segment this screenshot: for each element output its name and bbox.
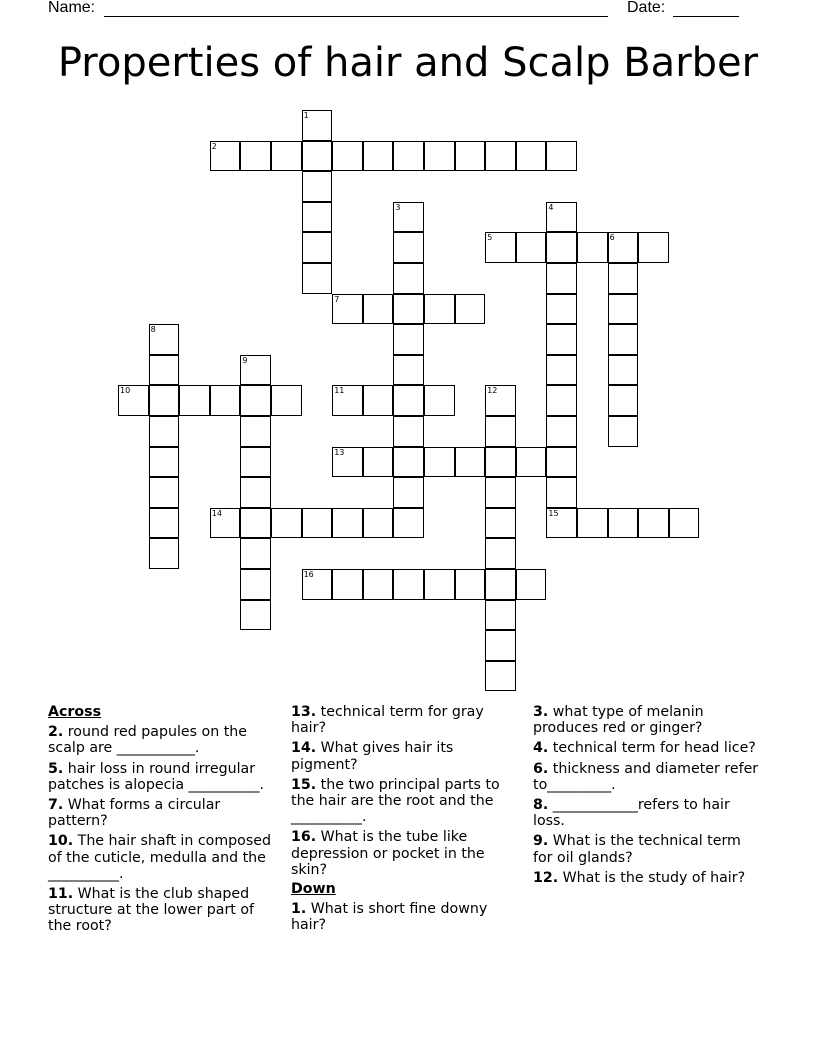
grid-cell[interactable] (546, 416, 577, 447)
grid-cell[interactable] (302, 569, 333, 600)
grid-cell[interactable] (210, 141, 241, 172)
clue-down-8: 8. ____________refers to hair loss. (533, 797, 730, 830)
grid-cell[interactable] (424, 294, 455, 325)
clue-across-5: 5. hair loss in round irregular patches is alopecia __________. (48, 760, 264, 793)
grid-cell[interactable] (608, 263, 639, 294)
date-label: Date: (627, 0, 666, 16)
grid-cell[interactable] (424, 569, 455, 600)
clue-number: 1 (303, 111, 309, 120)
grid-cell[interactable] (118, 385, 149, 416)
clue-number: 7 (334, 294, 340, 304)
grid-cell[interactable] (302, 171, 333, 202)
grid-cell[interactable] (485, 141, 516, 172)
grid-cell[interactable] (485, 661, 516, 692)
grid-cell[interactable] (240, 385, 271, 416)
clue-number: 13 (334, 447, 345, 457)
clue-number: 15 (548, 508, 559, 518)
clue-number: 8 (150, 325, 156, 335)
clue-number: 9 (242, 355, 248, 365)
clue-across-15: 15. the two principal parts to the hair are the root and the __________. (291, 776, 500, 826)
grid-cell[interactable] (210, 385, 241, 416)
grid-cell[interactable] (546, 202, 577, 233)
grid-cell[interactable] (149, 324, 180, 355)
grid-cell[interactable] (424, 385, 455, 416)
grid-cell[interactable] (455, 569, 486, 600)
grid-cell[interactable] (240, 538, 271, 569)
grid-cell[interactable] (393, 477, 424, 508)
clue-down-6: 6. thickness and diameter refer to_________. (533, 760, 759, 793)
clue-number: 4 (548, 202, 554, 212)
grid-cell[interactable] (302, 232, 333, 263)
grid-cell[interactable] (669, 508, 700, 539)
grid-cell[interactable] (516, 569, 547, 600)
clue-down-4: 4. technical term for head lice? (533, 740, 756, 757)
across-heading: Across (48, 704, 102, 720)
grid-cell[interactable] (485, 508, 516, 539)
grid-cell[interactable] (240, 508, 271, 539)
clue-across-13: 13. technical term for gray hair? (291, 704, 484, 737)
clue-across-11: 11. What is the club shaped structure at the lower part of the root? (48, 886, 255, 935)
clue-down-1: 1. What is short fine downy hair? (291, 901, 488, 934)
grid-cell[interactable] (393, 355, 424, 386)
grid-cell[interactable] (149, 508, 180, 539)
grid-cell[interactable] (608, 416, 639, 447)
grid-cell[interactable] (516, 141, 547, 172)
down-heading: Down (291, 881, 336, 898)
clue-number: 6 (609, 233, 615, 243)
grid-cell[interactable] (485, 569, 516, 600)
grid-cell[interactable] (240, 447, 271, 478)
grid-cell[interactable] (485, 600, 516, 631)
grid-cell[interactable] (546, 355, 577, 386)
grid-cell[interactable] (240, 569, 271, 600)
grid-cell[interactable] (546, 232, 577, 263)
clue-column-2 (291, 702, 521, 934)
grid-cell[interactable] (393, 447, 424, 478)
grid-cell[interactable] (240, 600, 271, 631)
grid-cell[interactable] (332, 569, 363, 600)
grid-cell[interactable] (393, 232, 424, 263)
grid-cell[interactable] (577, 508, 608, 539)
grid-cell[interactable] (302, 202, 333, 233)
clue-down-12: 12. What is the study of hair? (533, 869, 746, 886)
clue-number: 16 (303, 570, 314, 579)
grid-cell[interactable] (546, 141, 577, 172)
grid-cell[interactable] (179, 385, 210, 416)
grid-cell[interactable] (363, 294, 394, 325)
grid-cell[interactable] (332, 385, 363, 416)
grid-cell[interactable] (393, 385, 424, 416)
page-title: Properties of hair and Scalp Barber (57, 40, 759, 86)
grid-cell[interactable] (149, 385, 180, 416)
grid-cell[interactable] (424, 141, 455, 172)
grid-cell[interactable] (546, 477, 577, 508)
clue-across-14: 14. What gives hair its pigment? (291, 740, 454, 773)
grid-cell[interactable] (546, 508, 577, 539)
name-label: Name: (48, 0, 96, 16)
grid-cell[interactable] (240, 355, 271, 386)
grid-cell[interactable] (302, 263, 333, 294)
grid-cell[interactable] (608, 508, 639, 539)
grid-cell[interactable] (271, 385, 302, 416)
grid-cell[interactable] (363, 141, 394, 172)
clue-across-2: 2. round red papules on the scalp are ___________. (48, 724, 247, 757)
grid-cell[interactable] (485, 416, 516, 447)
grid-cell[interactable] (393, 294, 424, 325)
grid-cell[interactable] (608, 324, 639, 355)
grid-cell[interactable] (149, 416, 180, 447)
grid-cell[interactable] (302, 141, 333, 172)
grid-cell[interactable] (638, 508, 669, 539)
grid-cell[interactable] (485, 477, 516, 508)
grid-cell[interactable] (546, 324, 577, 355)
clue-number: 10 (120, 386, 131, 396)
grid-cell[interactable] (332, 294, 363, 325)
clue-number: 12 (487, 386, 498, 396)
grid-cell[interactable] (393, 324, 424, 355)
grid-cell[interactable] (485, 447, 516, 478)
grid-cell[interactable] (546, 294, 577, 325)
grid-cell[interactable] (577, 232, 608, 263)
clue-number: 5 (487, 233, 493, 243)
grid-cell[interactable] (393, 141, 424, 172)
grid-cell[interactable] (363, 508, 394, 539)
grid-cell[interactable] (332, 508, 363, 539)
grid-cell[interactable] (149, 355, 180, 386)
clue-number: 14 (211, 508, 222, 518)
grid-cell[interactable] (393, 202, 424, 233)
grid-cell[interactable] (608, 385, 639, 416)
grid-cell[interactable] (271, 508, 302, 539)
clue-number: 2 (211, 141, 217, 151)
grid-cell[interactable] (302, 110, 333, 141)
grid-cell[interactable] (608, 355, 639, 386)
grid-cell[interactable] (516, 447, 547, 478)
grid-cell[interactable] (149, 477, 180, 508)
grid-cell[interactable] (485, 232, 516, 263)
grid-cell[interactable] (363, 447, 394, 478)
clue-across-16: 16. What is the tube like depression or pocket in the skin? (291, 829, 485, 878)
grid-cell[interactable] (455, 294, 486, 325)
grid-cell[interactable] (546, 447, 577, 478)
grid-cell[interactable] (363, 569, 394, 600)
grid-cell[interactable] (271, 141, 302, 172)
grid-cell[interactable] (393, 508, 424, 539)
grid-cell[interactable] (546, 263, 577, 294)
grid-cell[interactable] (240, 141, 271, 172)
clue-number: 3 (395, 202, 401, 212)
clue-down-9: 9. What is the technical term for oil glands? (533, 833, 741, 866)
grid-cell[interactable] (638, 232, 669, 263)
grid-cell[interactable] (393, 569, 424, 600)
grid-cell[interactable] (516, 232, 547, 263)
clue-down-3: 3. what type of melanin produces red or ginger? (533, 704, 704, 737)
grid-cell[interactable] (149, 538, 180, 569)
grid-cell[interactable] (393, 263, 424, 294)
grid-cell[interactable] (393, 416, 424, 447)
grid-cell[interactable] (485, 538, 516, 569)
clue-across-7: 7. What forms a circular pattern? (48, 797, 221, 830)
grid-cell[interactable] (302, 508, 333, 539)
clue-column-1 (48, 702, 276, 935)
grid-cell[interactable] (455, 447, 486, 478)
grid-cell[interactable] (485, 630, 516, 661)
grid-cell[interactable] (240, 416, 271, 447)
grid-cell[interactable] (332, 447, 363, 478)
grid-cell[interactable] (332, 141, 363, 172)
grid-cell[interactable] (363, 385, 394, 416)
grid-cell[interactable] (455, 141, 486, 172)
grid-cell[interactable] (608, 294, 639, 325)
grid-cell[interactable] (546, 385, 577, 416)
grid-cell[interactable] (149, 447, 180, 478)
grid-cell[interactable] (608, 232, 639, 263)
grid-cell[interactable] (485, 385, 516, 416)
grid-cell[interactable] (240, 477, 271, 508)
clue-column-3 (533, 702, 763, 886)
grid-cell[interactable] (210, 508, 241, 539)
grid-cell[interactable] (424, 447, 455, 478)
clue-across-10: 10. The hair shaft in composed of the cuticle, medulla and the __________. (48, 833, 271, 882)
clue-number: 11 (334, 386, 345, 396)
